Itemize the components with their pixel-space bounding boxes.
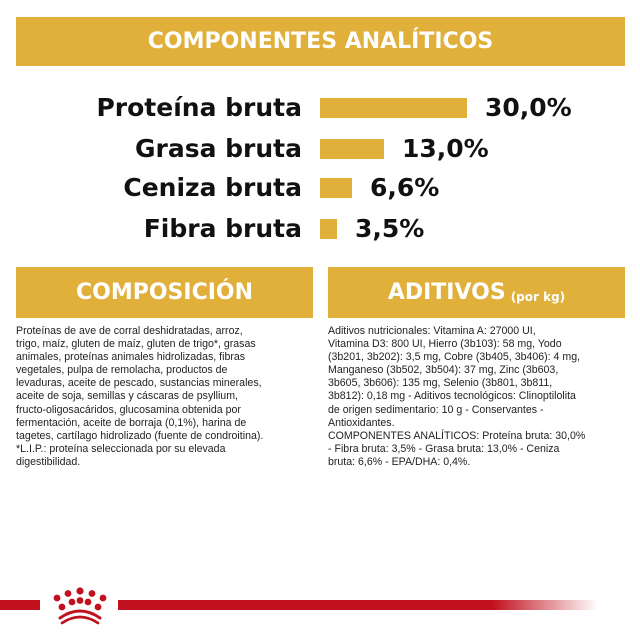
composition-line: digestibilidad. — [16, 455, 81, 468]
chart-category-label: Grasa bruta — [134, 134, 302, 163]
chart-value-label: 30,0% — [485, 93, 572, 122]
composition-line: tagetes, cartílago hidrolizado (fuente de condroitina). — [16, 429, 264, 442]
composition-text — [16, 325, 316, 469]
composition-line: animales, proteínas animales hidrolizadas, fibras — [16, 351, 246, 364]
chart-bar — [320, 219, 337, 239]
chart-value-label: 6,6% — [370, 173, 440, 202]
chart-category-label: Fibra bruta — [143, 214, 302, 243]
composition-line: fermentación, aceite de borraja (0,1%), harina de — [16, 416, 247, 429]
additives-line: (3b201, 3b202): 3,5 mg, Cobre (3b405, 3b406): 4 mg, — [328, 351, 581, 364]
chart-bar — [320, 139, 384, 159]
crown-icon — [44, 585, 116, 627]
composition-title: COMPOSICIÓN — [75, 280, 254, 305]
composition-header — [16, 267, 313, 318]
additives-text — [328, 325, 628, 469]
analytical-components-header — [16, 17, 625, 66]
additives-title-suffix: (por kg) — [510, 289, 566, 304]
chart-bar — [320, 178, 352, 198]
composition-line: trigo, maíz, gluten de maíz, gluten de trigo*, grasas — [16, 338, 256, 351]
additives-line: de origen sedimentario: 10 g - Conservantes - — [328, 403, 544, 416]
chart-bar — [320, 98, 467, 118]
additives-line: bruta: 6,6% - EPA/DHA: 0,4%. — [328, 455, 471, 468]
additives-header — [328, 267, 625, 318]
additives-line: COMPONENTES ANALÍTICOS: Proteína bruta: 30,0% — [328, 429, 586, 442]
composition-line: vegetales, pulpa de remolacha, productos de — [16, 364, 228, 377]
additives-line: Vitamina D3: 800 UI, Hierro (3b103): 58 mg, Yodo — [328, 338, 562, 351]
additives-line: Manganeso (3b502, 3b504): 37 mg, Zinc (3b603, — [328, 364, 559, 377]
chart-row — [0, 171, 640, 205]
composition-line: aceite de soja, semillas y cáscaras de psyllium, — [16, 390, 238, 403]
chart-value-label: 13,0% — [402, 134, 489, 163]
chart-category-label: Proteína bruta — [96, 93, 302, 122]
composition-line: levaduras, aceite de pescado, sustancias minerales, — [16, 377, 262, 390]
additives-line: 3b605, 3b606): 135 mg, Selenio (3b801, 3b811, — [328, 377, 553, 390]
composition-line: *L.I.P.: proteína seleccionada por su elevada — [16, 442, 226, 455]
chart-row — [0, 212, 640, 246]
header-title: COMPONENTES ANALÍTICOS — [147, 29, 494, 54]
chart-category-label: Ceniza bruta — [123, 173, 302, 202]
additives-line: 3b812): 0,18 mg - Aditivos tecnológicos: Clinoptilolita — [328, 390, 576, 403]
additives-line: - Fibra bruta: 3,5% - Grasa bruta: 13,0% - Ceniza — [328, 442, 560, 455]
footer-rule-left — [0, 600, 40, 610]
additives-title: ADITIVOS — [387, 280, 506, 305]
composition-line: fructo-oligosacáridos, glucosamina obtenida por — [16, 403, 241, 416]
additives-line: Antioxidantes. — [328, 416, 395, 429]
chart-row — [0, 132, 640, 166]
composition-line: Proteínas de ave de corral deshidratadas, arroz, — [16, 325, 243, 337]
chart-row — [0, 91, 640, 125]
additives-line: Aditivos nutricionales: Vitamina A: 27000 UI, — [328, 325, 536, 337]
footer-rule-right — [118, 600, 598, 610]
chart-value-label: 3,5% — [355, 214, 425, 243]
